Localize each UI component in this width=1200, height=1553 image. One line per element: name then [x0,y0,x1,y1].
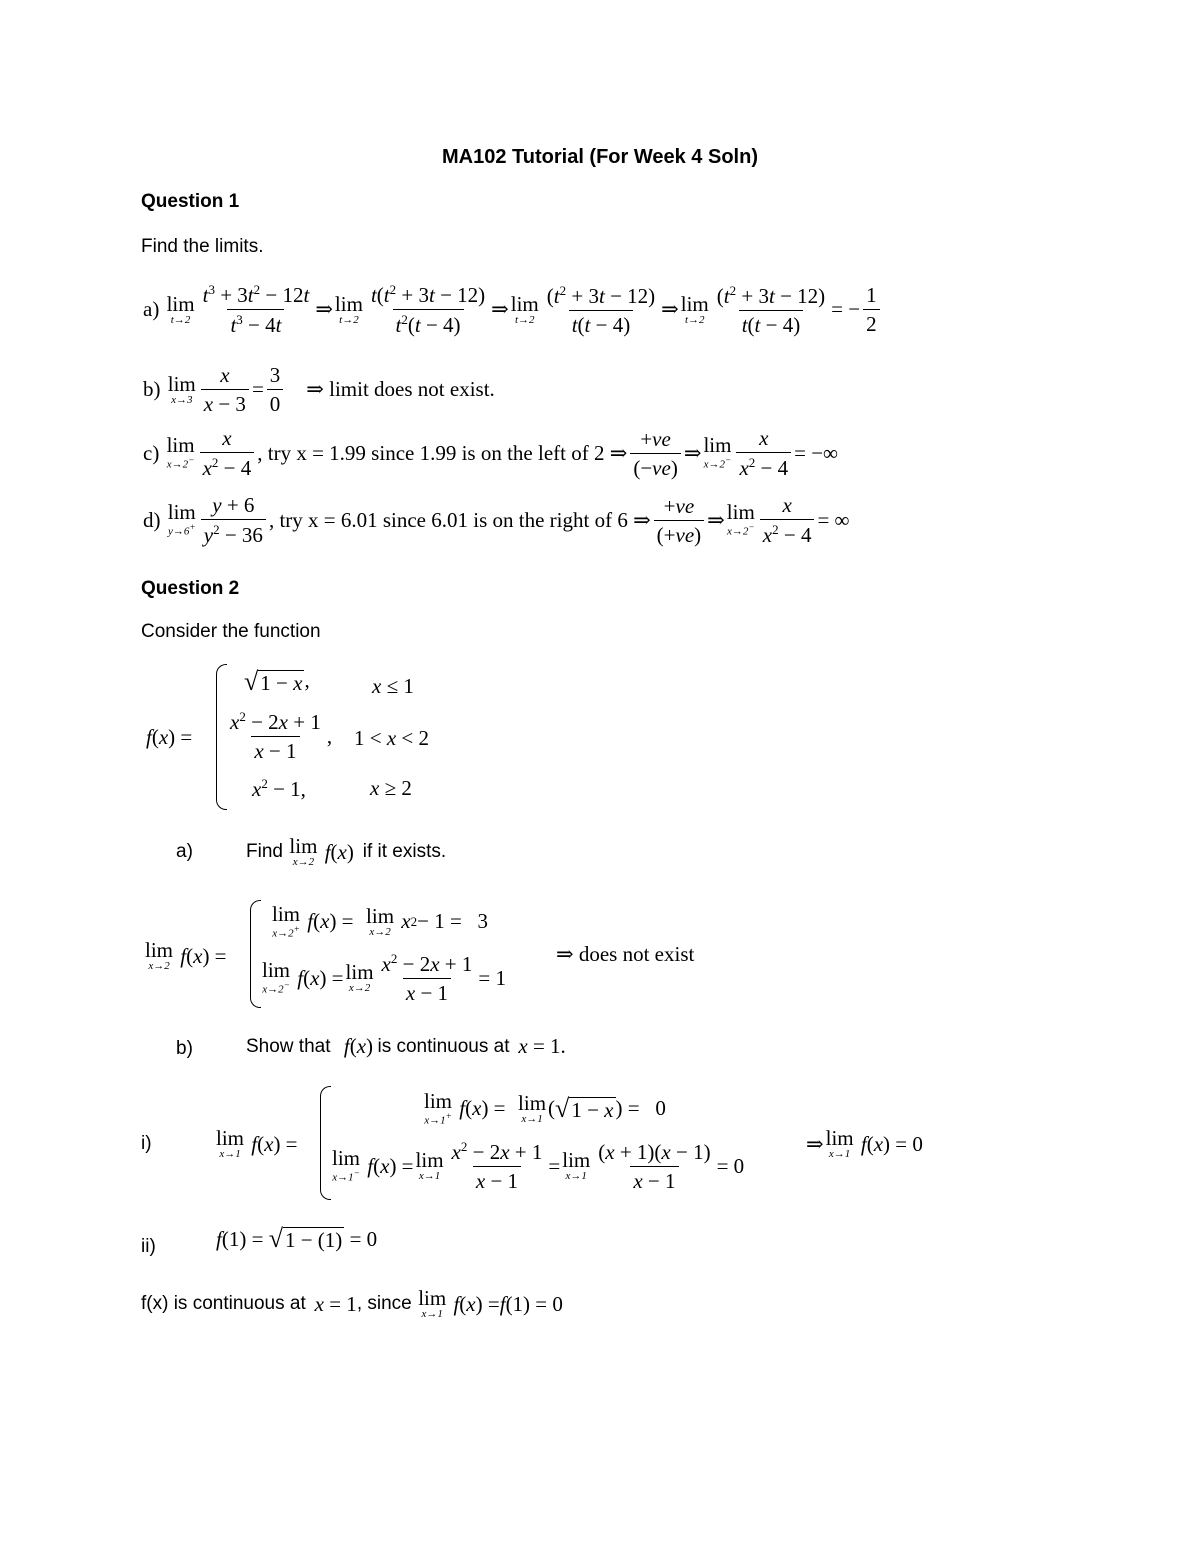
q1c-text: , try x = 1.99 since 1.99 is on the left of 2 ⇒ [257,440,628,465]
question-2-prompt: Consider the function [141,621,321,642]
q1a-label: a) [143,297,160,322]
q2a-label: a) [176,841,193,862]
q1d-text: , try x = 6.01 since 6.01 is on the right of 6 ⇒ [268,507,651,532]
q1d-equation: d) lim y→6+ $\frac{y + 6}{y^2 - 36}$ , try x = 6.01 since 6.01 is on the right of 6 ⇒ $\frac{+ve}{(+ve)}$ ⇒ lim x→2− $\frac{x}{x^2 - 4}$ = ∞ [143,493,850,548]
question-1-prompt: Find the limits. [141,236,264,257]
q2b-i-label: i) [141,1133,152,1154]
q1b-label: b) [143,377,161,402]
q2a-conclusion: ⇒ does not exist [556,942,695,966]
question-1-heading: Question 1 [141,191,240,212]
q1d-label: d) [143,507,161,532]
q2b-ii-label: ii) [141,1236,156,1257]
q1b-conclusion: ⇒ limit does not exist. [306,377,495,402]
q1a-equation: a) lim t→2 $\frac{t^3 + 3t^2 - 12t}{t^3 - 4t}$ ⇒ lim t→2 $\frac{t(t^2 + 3t - 12)}{t^2(t - 4)}$ ⇒ lim t→2 $\frac{(t^2 + 3t - 12)}{t(t - 4)}$ ⇒ lim t→2 $\frac{(t^2 + 3t - 12)}{t(t - 4)}$ = − $\frac{1}{2}$ [143,283,883,336]
q2b-label: b) [176,1038,193,1059]
q1c-equation: c) lim x→2− $\frac{x}{x^2 - 4}$ , try x = 1.99 since 1.99 is on the left of 2 ⇒ $\frac{+ve}{(-ve)}$ ⇒ lim x→2− $\frac{x}{x^2 - 4}$ = −∞ [143,426,839,481]
q1c-label: c) [143,440,160,465]
q2a-text: Find lim x→2 f ( x ) if it exists. [246,834,447,868]
q1b-equation: b) lim x→3 $\frac{x}{x - 3}$ = $\frac{3}{0}$ ⇒ limit does not exist. [143,363,495,417]
page-title: MA102 Tutorial (For Week 4 Soln) [442,146,758,168]
final-statement: f(x) is continuous at x = 1 , since lim x→1 f ( x ) = f (1) = 0 [141,1286,563,1320]
q2b-ii-solution: f (1) = √ 1 − (1) = 0 [216,1224,378,1253]
question-2-heading: Question 2 [141,578,240,599]
q2b-text: Show that f(x) is continuous at x = 1. [246,1034,566,1058]
